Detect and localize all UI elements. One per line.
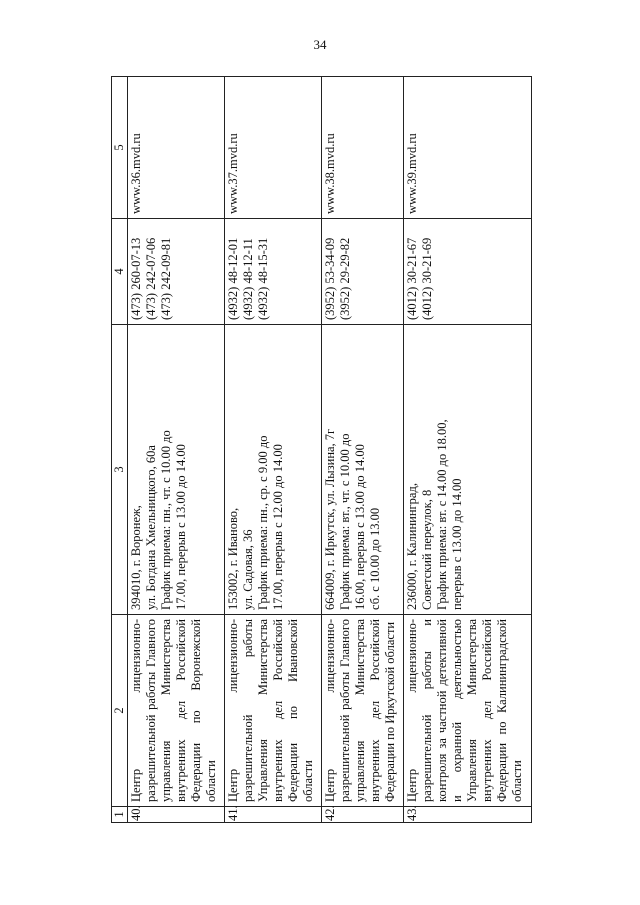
phone-number: (3952) 53-34-09 (323, 237, 338, 320)
table-container (111, 77, 532, 823)
row-number: 40. (128, 807, 225, 823)
phone-number: (4932) 48-12-11 (241, 238, 256, 320)
address-line: ул. Садовая, 36 (241, 529, 256, 610)
column-header-2: 2 (112, 615, 128, 807)
address-line: 394010, г. Воронеж, (129, 505, 143, 610)
website: www.39.mvd.ru (403, 77, 531, 219)
page-number: 34 (313, 37, 327, 52)
phone-number: (4932) 48-12-01 (226, 237, 241, 320)
rotated-table-frame (111, 77, 532, 823)
schedule-line: перерыв с 13.00 до 14.00 (449, 478, 464, 610)
table-row (403, 77, 531, 823)
table-row (225, 77, 322, 823)
schedule-line: 17.00, перерыв с 13.00 до 14.00 (174, 444, 188, 610)
schedule-line: График приема: пн., чт. с 10.00 до (159, 430, 173, 610)
column-header-1: 1 (112, 807, 128, 823)
row-number: 43. (403, 807, 531, 823)
phone-numbers (403, 219, 531, 325)
row-number: 42. (322, 807, 403, 823)
website: www.37.mvd.ru (225, 77, 322, 219)
address-schedule (322, 325, 403, 615)
address-schedule (403, 325, 531, 615)
header-row (112, 77, 128, 823)
schedule-line: График приема: вт., чт. с 10.00 до (338, 433, 353, 610)
organization-name: Центр лицензионно-разрешительной работы Главного управления Министерства внутренних дел Российской Федерации по Иркутской области (322, 615, 403, 807)
licensing-centers-table (111, 76, 532, 823)
address-schedule (225, 325, 322, 615)
column-header-3: 3 (112, 325, 128, 615)
phone-number: (4932) 48-15-31 (256, 237, 271, 320)
row-number: 41. (225, 807, 322, 823)
schedule-line: 17.00, перерыв с 12.00 до 14.00 (271, 444, 286, 610)
column-header-5: 5 (112, 77, 128, 219)
schedule-line: сб. с 10.00 до 13.00 (368, 507, 383, 610)
phone-number: (473) 242-09-81 (159, 237, 173, 320)
address-line: 664009, г. Иркутск, ул. Лызина, 7г (323, 428, 338, 610)
schedule-line: График приема: пн., ср. с 9.00 до (256, 435, 271, 610)
address-line: Советский переулок, 8 (419, 489, 434, 610)
phone-numbers (128, 219, 225, 325)
schedule-line: 16.00, перерыв с 13.00 до 14.00 (353, 444, 368, 610)
phone-number: (3952) 29-29-82 (338, 237, 353, 320)
phone-number: (4012) 30-21-69 (419, 237, 434, 320)
address-line: 236000, г. Калининград, (404, 483, 419, 610)
address-line: 153002, г. Иваново, (226, 507, 241, 610)
organization-name: Центр лицензионно-разрешительной работы Управления Министерства внутренних дел Российской Федерации по Ивановской области (225, 615, 322, 807)
address-schedule (128, 325, 225, 615)
website: www.36.mvd.ru (128, 77, 225, 219)
address-line: ул. Богдана Хмельницкого, 60а (144, 445, 158, 610)
schedule-line: График приема: вт. с 14.00 до 18.00, (434, 419, 449, 610)
phone-number: (473) 260-07-13 (129, 237, 143, 320)
table-row (128, 77, 225, 823)
table-row (322, 77, 403, 823)
website: www.38.mvd.ru (322, 77, 403, 219)
organization-name: Центр лицензионно-разрешительной работы и контроля за частной детективной и охранной деятельностью Управления Министерства внутренних дел Российской Федерации по Калининградской области (403, 615, 531, 807)
phone-number: (4012) 30-21-67 (404, 237, 419, 320)
phone-numbers (322, 219, 403, 325)
column-header-4: 4 (112, 219, 128, 325)
phone-number: (473) 242-07-06 (144, 237, 158, 320)
phone-numbers (225, 219, 322, 325)
organization-name: Центр лицензионно-разрешительной работы Главного управления Министерства внутренних дел Российской Федерации по Воронежской области (128, 615, 225, 807)
